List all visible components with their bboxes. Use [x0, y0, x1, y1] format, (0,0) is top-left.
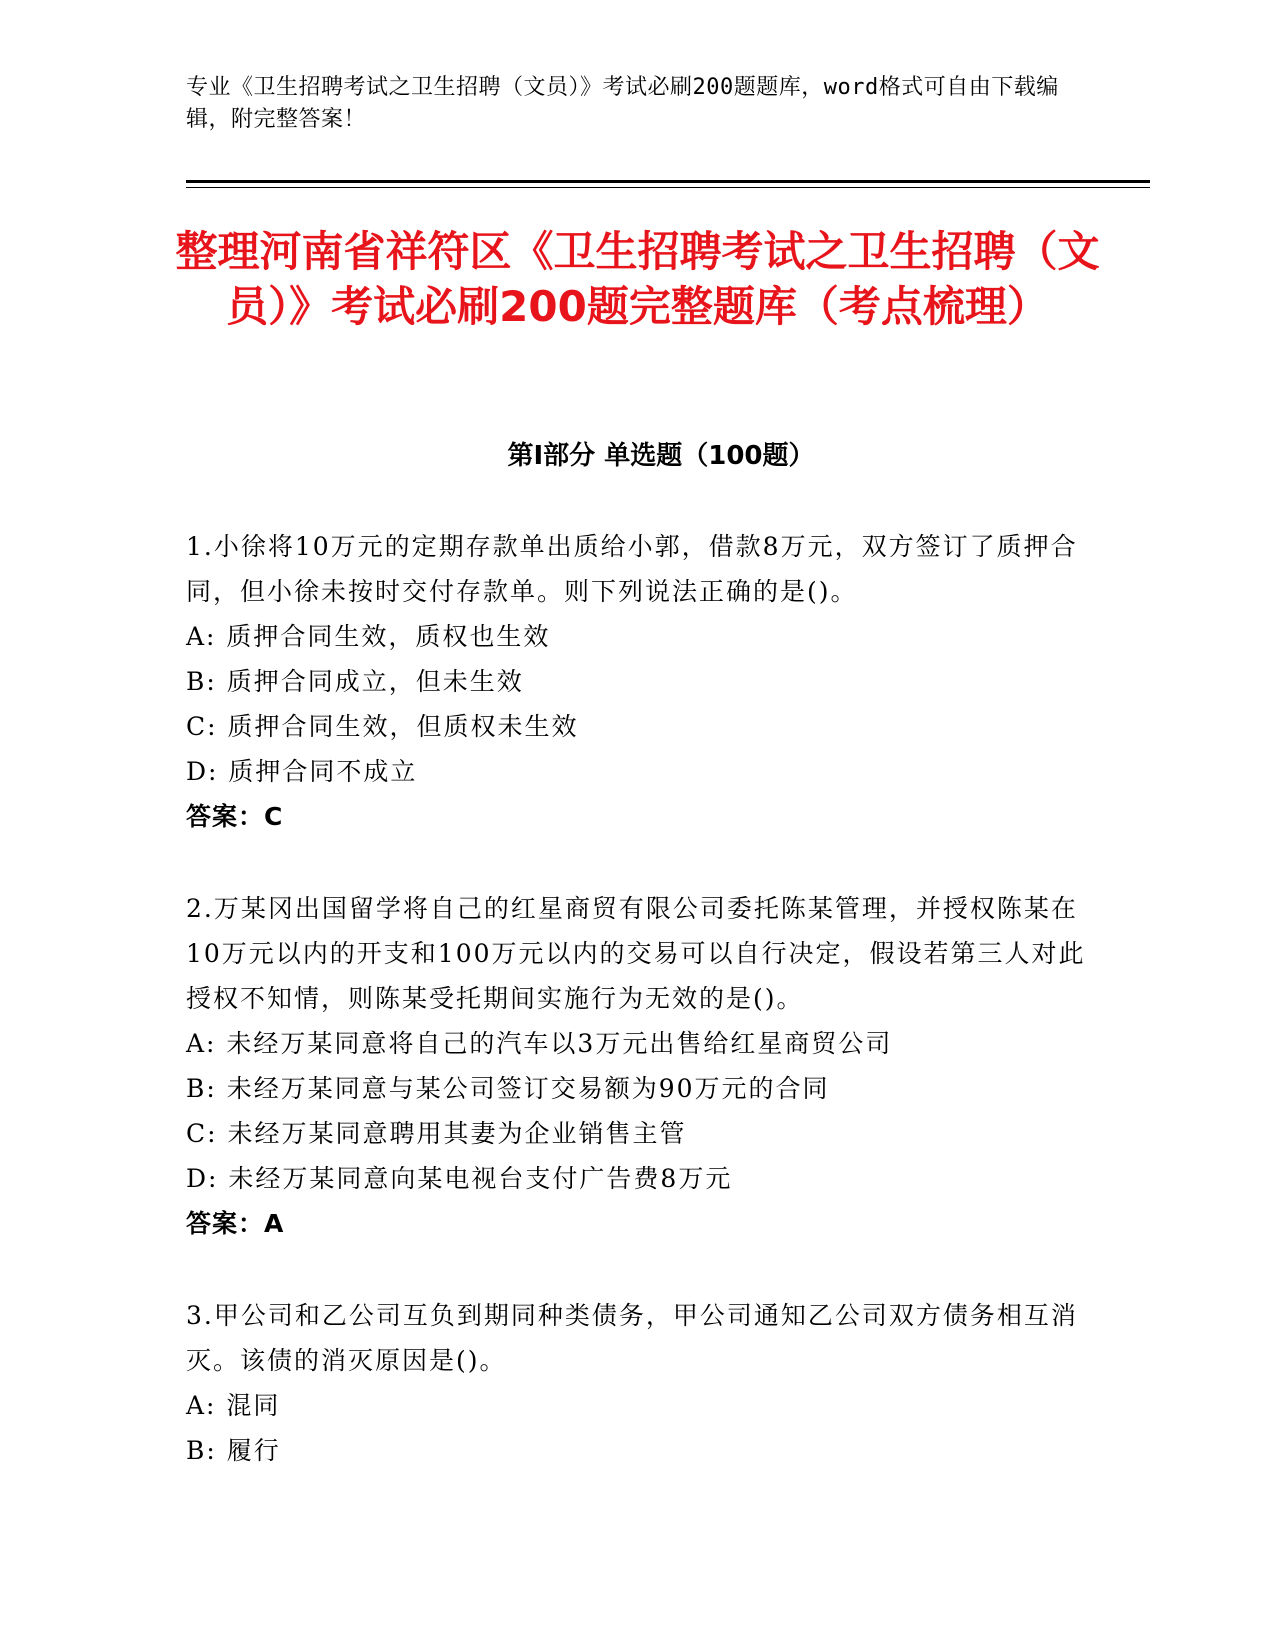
option-a: A: 未经万某同意将自己的汽车以3万元出售给红星商贸公司 [186, 1029, 893, 1058]
header-divider-thin [186, 187, 1150, 188]
question-2 [186, 886, 1086, 1246]
option-a: A: 质押合同生效，质权也生效 [186, 622, 551, 651]
header-note: 专业《卫生招聘考试之卫生招聘（文员）》考试必刷200题题库，word格式可自由下载编辑，附完整答案！ [186, 75, 1059, 132]
option-d: D: 未经万某同意向某电视台支付广告费8万元 [186, 1164, 733, 1193]
question-stem: 3.甲公司和乙公司互负到期同种类债务，甲公司通知乙公司双方债务相互消灭。该债的消灭原因是()。 [186, 1301, 1078, 1375]
option-c: C: 质押合同生效，但质权未生效 [186, 712, 579, 741]
question-list [186, 524, 1086, 1520]
answer: 答案：C [186, 802, 284, 831]
question-1 [186, 524, 1086, 839]
document-title: 整理河南省祥符区《卫生招聘考试之卫生招聘（文员）》考试必刷200题完整题库（考点梳理） [175, 227, 1100, 331]
question-3 [186, 1293, 1086, 1473]
answer: 答案：A [186, 1209, 285, 1238]
option-d: D: 质押合同不成立 [186, 757, 418, 786]
question-stem: 2.万某冈出国留学将自己的红星商贸有限公司委托陈某管理，并授权陈某在10万元以内的开支和100万元以内的交易可以自行决定，假设若第三人对此授权不知情，则陈某受托期间实施行为无效的是()。 [186, 894, 1086, 1013]
option-b: B: 质押合同成立，但未生效 [186, 667, 524, 696]
option-b: B: 未经万某同意与某公司签订交易额为90万元的合同 [186, 1074, 830, 1103]
section-title: 第Ⅰ部分 单选题（100题） [507, 441, 815, 471]
option-a: A: 混同 [186, 1391, 281, 1420]
option-c: C: 未经万某同意聘用其妻为企业销售主管 [186, 1119, 687, 1148]
header-divider-thick [186, 180, 1150, 183]
question-stem: 1.小徐将10万元的定期存款单出质给小郭，借款8万元，双方签订了质押合同，但小徐未按时交付存款单。则下列说法正确的是()。 [186, 532, 1078, 606]
option-b: B: 履行 [186, 1436, 281, 1465]
